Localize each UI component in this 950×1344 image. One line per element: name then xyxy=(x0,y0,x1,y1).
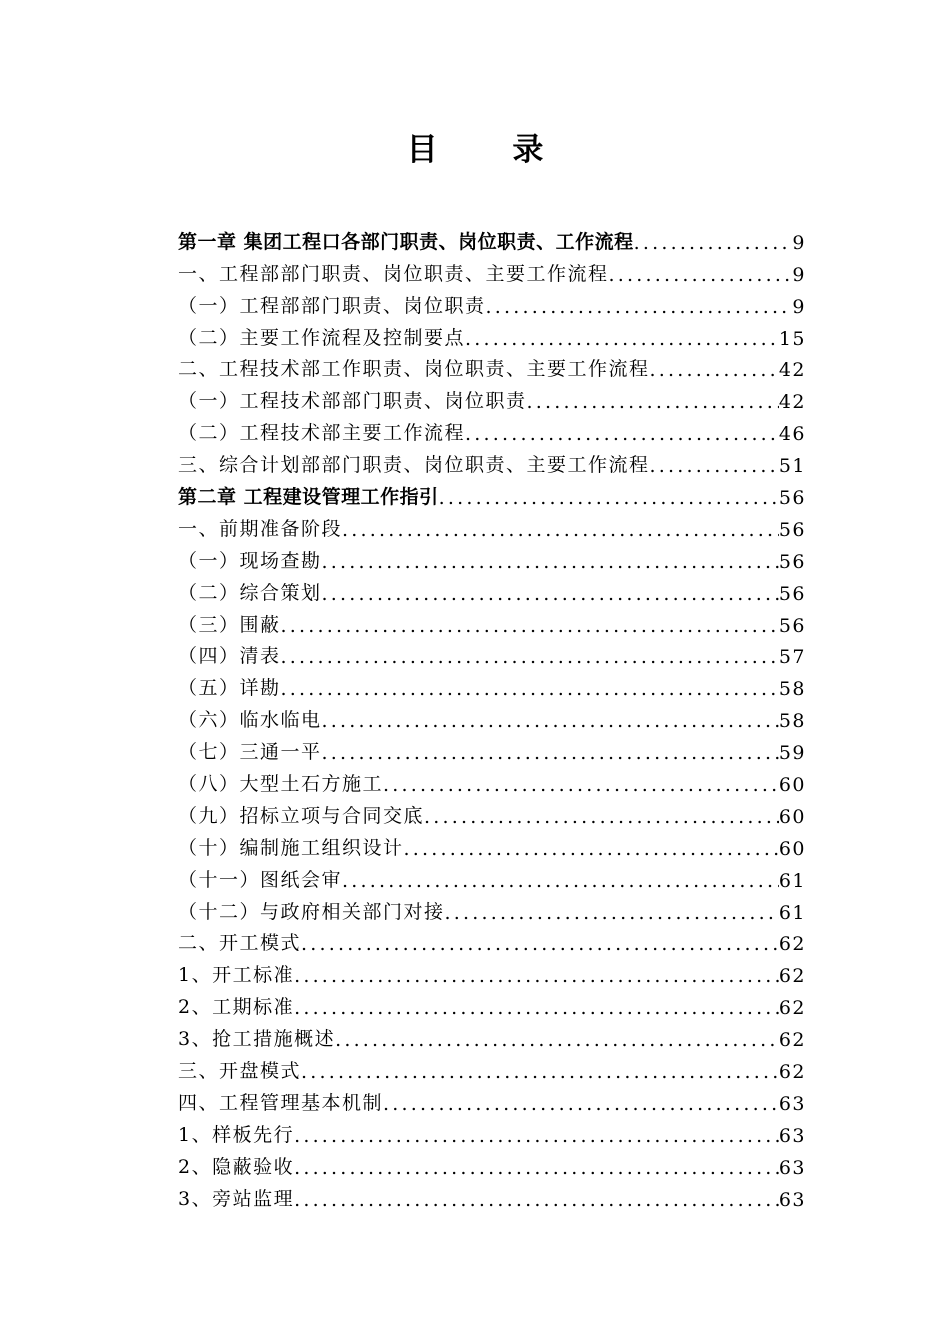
toc-leader-dots xyxy=(322,551,779,577)
toc-entry-text: （二）主要工作流程及控制要点 xyxy=(178,326,466,349)
toc-entry[interactable] xyxy=(178,1055,806,1087)
toc-entry[interactable] xyxy=(178,896,806,928)
toc-entry[interactable] xyxy=(178,736,806,768)
toc-page-number: 61 xyxy=(778,901,806,924)
toc-list xyxy=(178,226,806,1215)
toc-page-number: 62 xyxy=(778,965,806,988)
toc-entry-text: （一）工程技术部部门职责、岗位职责 xyxy=(178,390,527,413)
toc-entry[interactable] xyxy=(178,832,806,864)
toc-page-number: 9 xyxy=(792,263,806,286)
toc-entry-text: （八）大型土石方施工 xyxy=(178,773,384,796)
toc-leader-dots xyxy=(281,615,779,641)
toc-page-number: 56 xyxy=(778,550,806,573)
toc-leader-dots xyxy=(335,1029,779,1055)
toc-entry[interactable] xyxy=(178,545,806,577)
toc-entry-text: 一、工程部部门职责、岗位职责、主要工作流程 xyxy=(178,262,609,285)
toc-leader-dots xyxy=(404,838,779,864)
toc-entry[interactable] xyxy=(178,417,806,449)
toc-entry[interactable] xyxy=(178,704,806,736)
toc-leader-dots xyxy=(439,487,779,513)
toc-entry-text: 二、工程技术部工作职责、岗位职责、主要工作流程 xyxy=(178,358,650,381)
toc-entry[interactable] xyxy=(178,800,806,832)
toc-page-number: 51 xyxy=(778,455,806,478)
toc-page-number: 60 xyxy=(778,805,806,828)
toc-entry-text: 2、工期标准 xyxy=(178,996,295,1019)
toc-page-number: 56 xyxy=(778,582,806,605)
toc-leader-dots xyxy=(609,264,793,290)
toc-leader-dots xyxy=(342,870,779,896)
toc-entry-text: 1、样板先行 xyxy=(178,1123,295,1146)
toc-page-number: 42 xyxy=(778,391,806,414)
toc-entry-text: （五）详勘 xyxy=(178,677,281,700)
toc-entry-text: 一、前期准备阶段 xyxy=(178,517,343,540)
toc-entry-text: （一）工程部部门职责、岗位职责 xyxy=(178,294,486,317)
toc-leader-dots xyxy=(294,1189,779,1215)
toc-page-number: 62 xyxy=(778,933,806,956)
toc-page-number: 42 xyxy=(778,359,806,382)
toc-leader-dots xyxy=(465,328,779,354)
toc-entry[interactable] xyxy=(178,577,806,609)
toc-leader-dots xyxy=(322,710,779,736)
toc-page-number: 58 xyxy=(778,710,806,733)
toc-page-number: 62 xyxy=(778,997,806,1020)
toc-entry-text: （四）清表 xyxy=(178,645,281,668)
toc-leader-dots xyxy=(342,519,779,545)
toc-chapter-entry[interactable] xyxy=(178,226,806,258)
toc-title: 目 录 xyxy=(406,132,576,168)
toc-entry[interactable] xyxy=(178,959,806,991)
toc-entry-text: 1、开工标准 xyxy=(178,964,295,987)
toc-leader-dots xyxy=(322,742,779,768)
toc-leader-dots xyxy=(294,1157,779,1183)
toc-page-number: 61 xyxy=(778,869,806,892)
toc-page-number: 63 xyxy=(778,1124,806,1147)
toc-page-number: 46 xyxy=(778,423,806,446)
toc-entry[interactable] xyxy=(178,1087,806,1119)
toc-leader-dots xyxy=(634,232,793,258)
toc-page-number: 56 xyxy=(778,487,806,510)
toc-entry[interactable] xyxy=(178,641,806,673)
toc-leader-dots xyxy=(383,774,779,800)
toc-page-number: 60 xyxy=(778,774,806,797)
toc-leader-dots xyxy=(486,296,793,322)
toc-leader-dots xyxy=(465,423,779,449)
toc-entry-text: （三）围蔽 xyxy=(178,613,281,636)
toc-page-number: 9 xyxy=(792,295,806,318)
toc-entry[interactable] xyxy=(178,991,806,1023)
toc-leader-dots xyxy=(650,359,779,385)
toc-leader-dots xyxy=(301,1061,779,1087)
toc-page-number: 62 xyxy=(778,1029,806,1052)
toc-entry[interactable] xyxy=(178,290,806,322)
toc-entry-text: 第一章 集团工程口各部门职责、岗位职责、工作流程 xyxy=(178,230,634,253)
toc-entry-text: 二、开工模式 xyxy=(178,932,302,955)
toc-page-number: 56 xyxy=(778,518,806,541)
toc-entry-text: 四、工程管理基本机制 xyxy=(178,1091,384,1114)
toc-entry[interactable] xyxy=(178,449,806,481)
toc-leader-dots xyxy=(294,1125,779,1151)
toc-entry-text: 2、隐蔽验收 xyxy=(178,1155,295,1178)
toc-entry-text: （二）工程技术部主要工作流程 xyxy=(178,422,466,445)
toc-entry[interactable] xyxy=(178,672,806,704)
toc-leader-dots xyxy=(383,1093,779,1119)
toc-leader-dots xyxy=(527,391,779,417)
toc-entry-text: 三、开盘模式 xyxy=(178,1060,302,1083)
toc-page-number: 62 xyxy=(778,1061,806,1084)
toc-page-number: 56 xyxy=(778,614,806,637)
toc-leader-dots xyxy=(650,455,779,481)
toc-page-number: 60 xyxy=(778,837,806,860)
toc-entry-text: （二）综合策划 xyxy=(178,581,322,604)
toc-entry-text: 3、抢工措施概述 xyxy=(178,1028,336,1051)
toc-page-number: 63 xyxy=(778,1156,806,1179)
toc-leader-dots xyxy=(301,933,779,959)
toc-leader-dots xyxy=(294,997,779,1023)
toc-entry[interactable] xyxy=(178,258,806,290)
toc-entry[interactable] xyxy=(178,322,806,354)
toc-page-number: 15 xyxy=(778,327,806,350)
toc-leader-dots xyxy=(445,902,779,928)
toc-entry-text: （一）现场查勘 xyxy=(178,549,322,572)
toc-leader-dots xyxy=(322,583,779,609)
toc-entry-text: （六）临水临电 xyxy=(178,709,322,732)
toc-leader-dots xyxy=(424,806,779,832)
toc-entry[interactable] xyxy=(178,1023,806,1055)
toc-entry[interactable] xyxy=(178,1183,806,1215)
toc-page-number: 63 xyxy=(778,1092,806,1115)
toc-entry-text: （七）三通一平 xyxy=(178,741,322,764)
toc-entry-text: （十）编制施工组织设计 xyxy=(178,836,404,859)
toc-page-number: 9 xyxy=(792,231,806,254)
toc-page-number: 59 xyxy=(778,742,806,765)
toc-entry[interactable] xyxy=(178,609,806,641)
toc-leader-dots xyxy=(294,965,779,991)
toc-entry-text: （九）招标立项与合同交底 xyxy=(178,804,425,827)
toc-entry[interactable] xyxy=(178,385,806,417)
toc-entry-text: 3、旁站监理 xyxy=(178,1187,295,1210)
toc-page-number: 57 xyxy=(778,646,806,669)
toc-page-number: 58 xyxy=(778,678,806,701)
toc-entry-text: 三、综合计划部部门职责、岗位职责、主要工作流程 xyxy=(178,454,650,477)
toc-chapter-entry[interactable] xyxy=(178,481,806,513)
toc-entry[interactable] xyxy=(178,1119,806,1151)
toc-page-number: 63 xyxy=(778,1188,806,1211)
toc-entry[interactable] xyxy=(178,354,806,386)
toc-entry-text: （十一）图纸会审 xyxy=(178,868,343,891)
toc-entry-text: 第二章 工程建设管理工作指引 xyxy=(178,486,439,509)
toc-entry-text: （十二）与政府相关部门对接 xyxy=(178,900,445,923)
toc-leader-dots xyxy=(281,678,779,704)
toc-leader-dots xyxy=(281,646,779,672)
toc-entry[interactable] xyxy=(178,864,806,896)
toc-entry[interactable] xyxy=(178,513,806,545)
toc-entry[interactable] xyxy=(178,1151,806,1183)
toc-entry[interactable] xyxy=(178,928,806,960)
toc-entry[interactable] xyxy=(178,768,806,800)
